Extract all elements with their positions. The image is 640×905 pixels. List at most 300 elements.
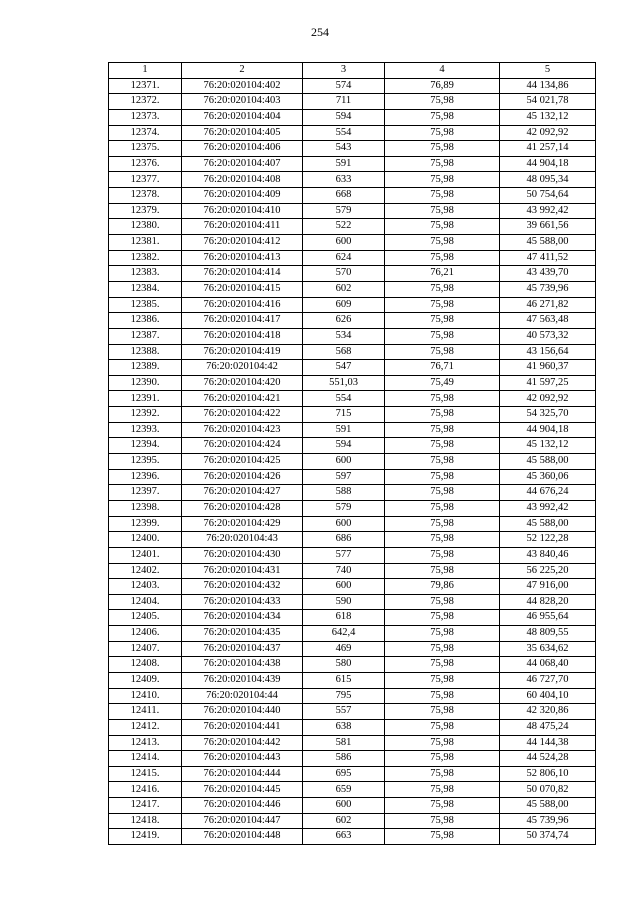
rate-cell: 75,98 <box>385 422 500 438</box>
cadastral-number-cell: 76:20:020104:431 <box>182 563 303 579</box>
area-cell: 577 <box>303 547 385 563</box>
area-cell: 543 <box>303 141 385 157</box>
area-cell: 586 <box>303 751 385 767</box>
amount-cell: 52 122,28 <box>500 532 596 548</box>
rate-cell: 75,98 <box>385 516 500 532</box>
rate-cell: 75,98 <box>385 203 500 219</box>
table-row <box>109 704 596 720</box>
amount-cell: 43 439,70 <box>500 266 596 282</box>
amount-cell: 44 524,28 <box>500 751 596 767</box>
table-row <box>109 454 596 470</box>
cadastral-number-cell: 76:20:020104:448 <box>182 829 303 845</box>
amount-cell: 44 134,86 <box>500 78 596 94</box>
row-number-cell: 12403. <box>109 579 182 595</box>
amount-cell: 44 068,40 <box>500 657 596 673</box>
amount-cell: 46 955,64 <box>500 610 596 626</box>
cadastral-number-cell: 76:20:020104:408 <box>182 172 303 188</box>
rate-cell: 75,98 <box>385 438 500 454</box>
area-cell: 638 <box>303 719 385 735</box>
row-number-cell: 12404. <box>109 594 182 610</box>
area-cell: 557 <box>303 704 385 720</box>
cadastral-number-cell: 76:20:020104:413 <box>182 250 303 266</box>
row-number-cell: 12385. <box>109 297 182 313</box>
row-number-cell: 12392. <box>109 407 182 423</box>
row-number-cell: 12408. <box>109 657 182 673</box>
table-row <box>109 94 596 110</box>
area-cell: 695 <box>303 766 385 782</box>
amount-cell: 43 156,64 <box>500 344 596 360</box>
table-row <box>109 829 596 845</box>
row-number-cell: 12396. <box>109 469 182 485</box>
cadastral-number-cell: 76:20:020104:446 <box>182 798 303 814</box>
area-cell: 551,03 <box>303 375 385 391</box>
area-cell: 659 <box>303 782 385 798</box>
row-number-cell: 12402. <box>109 563 182 579</box>
rate-cell: 75,98 <box>385 156 500 172</box>
amount-cell: 35 634,62 <box>500 641 596 657</box>
table-row <box>109 422 596 438</box>
table-row <box>109 500 596 516</box>
row-number-cell: 12413. <box>109 735 182 751</box>
area-cell: 554 <box>303 391 385 407</box>
rate-cell: 75,98 <box>385 188 500 204</box>
table-row <box>109 344 596 360</box>
cadastral-number-cell: 76:20:020104:432 <box>182 579 303 595</box>
row-number-cell: 12394. <box>109 438 182 454</box>
cadastral-number-cell: 76:20:020104:439 <box>182 672 303 688</box>
table-row <box>109 579 596 595</box>
rate-cell: 75,98 <box>385 626 500 642</box>
table-row <box>109 563 596 579</box>
amount-cell: 50 374,74 <box>500 829 596 845</box>
amount-cell: 42 092,92 <box>500 391 596 407</box>
table-row <box>109 125 596 141</box>
rate-cell: 75,98 <box>385 751 500 767</box>
cadastral-number-cell: 76:20:020104:423 <box>182 422 303 438</box>
amount-cell: 48 095,34 <box>500 172 596 188</box>
row-number-cell: 12378. <box>109 188 182 204</box>
row-number-cell: 12399. <box>109 516 182 532</box>
table-row <box>109 782 596 798</box>
cadastral-number-cell: 76:20:020104:403 <box>182 94 303 110</box>
area-cell: 588 <box>303 485 385 501</box>
area-cell: 574 <box>303 78 385 94</box>
row-number-cell: 12376. <box>109 156 182 172</box>
rate-cell: 75,98 <box>385 610 500 626</box>
area-cell: 579 <box>303 203 385 219</box>
area-cell: 711 <box>303 94 385 110</box>
table-row <box>109 438 596 454</box>
row-number-cell: 12397. <box>109 485 182 501</box>
amount-cell: 43 992,42 <box>500 203 596 219</box>
amount-cell: 56 225,20 <box>500 563 596 579</box>
area-cell: 534 <box>303 328 385 344</box>
area-cell: 568 <box>303 344 385 360</box>
cadastral-number-cell: 76:20:020104:412 <box>182 235 303 251</box>
rate-cell: 75,98 <box>385 407 500 423</box>
area-cell: 626 <box>303 313 385 329</box>
rate-cell: 75,98 <box>385 250 500 266</box>
row-number-cell: 12412. <box>109 719 182 735</box>
amount-cell: 45 132,12 <box>500 109 596 125</box>
rate-cell: 75,98 <box>385 313 500 329</box>
rate-cell: 75,98 <box>385 125 500 141</box>
amount-cell: 41 257,14 <box>500 141 596 157</box>
area-cell: 600 <box>303 579 385 595</box>
rate-cell: 75,98 <box>385 469 500 485</box>
row-number-cell: 12393. <box>109 422 182 438</box>
cadastral-number-cell: 76:20:020104:418 <box>182 328 303 344</box>
page-number: 254 <box>311 25 329 39</box>
cadastral-number-cell: 76:20:020104:44 <box>182 688 303 704</box>
table-row <box>109 626 596 642</box>
cadastral-number-cell: 76:20:020104:411 <box>182 219 303 235</box>
rate-cell: 75,98 <box>385 391 500 407</box>
rate-cell: 75,98 <box>385 532 500 548</box>
row-number-cell: 12405. <box>109 610 182 626</box>
table-row <box>109 766 596 782</box>
row-number-cell: 12417. <box>109 798 182 814</box>
rate-cell: 75,98 <box>385 454 500 470</box>
cadastral-number-cell: 76:20:020104:415 <box>182 281 303 297</box>
area-cell: 469 <box>303 641 385 657</box>
rate-cell: 75,98 <box>385 594 500 610</box>
cadastral-number-cell: 76:20:020104:404 <box>182 109 303 125</box>
row-number-cell: 12416. <box>109 782 182 798</box>
row-number-cell: 12372. <box>109 94 182 110</box>
table-row <box>109 672 596 688</box>
row-number-cell: 12381. <box>109 235 182 251</box>
amount-cell: 42 320,86 <box>500 704 596 720</box>
rate-cell: 75,98 <box>385 813 500 829</box>
rate-cell: 75,98 <box>385 235 500 251</box>
table-row <box>109 156 596 172</box>
row-number-cell: 12375. <box>109 141 182 157</box>
table-row <box>109 688 596 704</box>
area-cell: 668 <box>303 188 385 204</box>
rate-cell: 75,49 <box>385 375 500 391</box>
row-number-cell: 12410. <box>109 688 182 704</box>
column-header-3: 3 <box>303 63 385 79</box>
row-number-cell: 12388. <box>109 344 182 360</box>
rate-cell: 75,98 <box>385 657 500 673</box>
table-row <box>109 78 596 94</box>
table-row <box>109 516 596 532</box>
cadastral-number-cell: 76:20:020104:409 <box>182 188 303 204</box>
cadastral-number-cell: 76:20:020104:426 <box>182 469 303 485</box>
rate-cell: 76,21 <box>385 266 500 282</box>
rate-cell: 75,98 <box>385 704 500 720</box>
cadastral-number-cell: 76:20:020104:406 <box>182 141 303 157</box>
table-row <box>109 250 596 266</box>
rate-cell: 75,98 <box>385 344 500 360</box>
table-row <box>109 813 596 829</box>
area-cell: 642,4 <box>303 626 385 642</box>
amount-cell: 44 144,38 <box>500 735 596 751</box>
cadastral-number-cell: 76:20:020104:443 <box>182 751 303 767</box>
amount-cell: 42 092,92 <box>500 125 596 141</box>
cadastral-number-cell: 76:20:020104:447 <box>182 813 303 829</box>
column-header-4: 4 <box>385 63 500 79</box>
area-cell: 600 <box>303 235 385 251</box>
amount-cell: 47 563,48 <box>500 313 596 329</box>
table-row <box>109 172 596 188</box>
row-number-cell: 12414. <box>109 751 182 767</box>
row-number-cell: 12384. <box>109 281 182 297</box>
cadastral-number-cell: 76:20:020104:414 <box>182 266 303 282</box>
row-number-cell: 12386. <box>109 313 182 329</box>
area-cell: 591 <box>303 422 385 438</box>
area-cell: 591 <box>303 156 385 172</box>
area-cell: 602 <box>303 813 385 829</box>
amount-cell: 52 806,10 <box>500 766 596 782</box>
cadastral-number-cell: 76:20:020104:444 <box>182 766 303 782</box>
cadastral-number-cell: 76:20:020104:421 <box>182 391 303 407</box>
amount-cell: 46 271,82 <box>500 297 596 313</box>
row-number-cell: 12377. <box>109 172 182 188</box>
row-number-cell: 12418. <box>109 813 182 829</box>
rate-cell: 79,86 <box>385 579 500 595</box>
table-body <box>109 78 596 844</box>
table-row <box>109 297 596 313</box>
table-row <box>109 485 596 501</box>
area-cell: 600 <box>303 454 385 470</box>
area-cell: 609 <box>303 297 385 313</box>
registry-table <box>108 62 596 845</box>
rate-cell: 75,98 <box>385 328 500 344</box>
rate-cell: 75,98 <box>385 766 500 782</box>
area-cell: 580 <box>303 657 385 673</box>
rate-cell: 75,98 <box>385 94 500 110</box>
amount-cell: 48 475,24 <box>500 719 596 735</box>
table-row <box>109 657 596 673</box>
amount-cell: 41 597,25 <box>500 375 596 391</box>
row-number-cell: 12383. <box>109 266 182 282</box>
area-cell: 554 <box>303 125 385 141</box>
cadastral-number-cell: 76:20:020104:434 <box>182 610 303 626</box>
cadastral-number-cell: 76:20:020104:405 <box>182 125 303 141</box>
row-number-cell: 12406. <box>109 626 182 642</box>
rate-cell: 75,98 <box>385 798 500 814</box>
row-number-cell: 12387. <box>109 328 182 344</box>
amount-cell: 46 727,70 <box>500 672 596 688</box>
cadastral-number-cell: 76:20:020104:43 <box>182 532 303 548</box>
rate-cell: 75,98 <box>385 297 500 313</box>
row-number-cell: 12415. <box>109 766 182 782</box>
table-row <box>109 407 596 423</box>
amount-cell: 41 960,37 <box>500 360 596 376</box>
row-number-cell: 12411. <box>109 704 182 720</box>
table-row <box>109 109 596 125</box>
table-row <box>109 281 596 297</box>
column-header-5: 5 <box>500 63 596 79</box>
row-number-cell: 12419. <box>109 829 182 845</box>
amount-cell: 43 992,42 <box>500 500 596 516</box>
table-row <box>109 266 596 282</box>
area-cell: 594 <box>303 438 385 454</box>
row-number-cell: 12382. <box>109 250 182 266</box>
amount-cell: 60 404,10 <box>500 688 596 704</box>
amount-cell: 44 828,20 <box>500 594 596 610</box>
amount-cell: 48 809,55 <box>500 626 596 642</box>
area-cell: 602 <box>303 281 385 297</box>
rate-cell: 75,98 <box>385 782 500 798</box>
amount-cell: 45 739,96 <box>500 281 596 297</box>
cadastral-number-cell: 76:20:020104:42 <box>182 360 303 376</box>
area-cell: 594 <box>303 109 385 125</box>
cadastral-number-cell: 76:20:020104:427 <box>182 485 303 501</box>
row-number-cell: 12398. <box>109 500 182 516</box>
cadastral-number-cell: 76:20:020104:417 <box>182 313 303 329</box>
table-row <box>109 219 596 235</box>
rate-cell: 75,98 <box>385 109 500 125</box>
cadastral-number-cell: 76:20:020104:429 <box>182 516 303 532</box>
cadastral-number-cell: 76:20:020104:416 <box>182 297 303 313</box>
area-cell: 740 <box>303 563 385 579</box>
rate-cell: 75,98 <box>385 719 500 735</box>
row-number-cell: 12389. <box>109 360 182 376</box>
area-cell: 600 <box>303 798 385 814</box>
table-row <box>109 735 596 751</box>
table-row <box>109 594 596 610</box>
table-row <box>109 328 596 344</box>
rate-cell: 75,98 <box>385 141 500 157</box>
area-cell: 686 <box>303 532 385 548</box>
rate-cell: 75,98 <box>385 281 500 297</box>
area-cell: 715 <box>303 407 385 423</box>
amount-cell: 50 754,64 <box>500 188 596 204</box>
table-row <box>109 203 596 219</box>
amount-cell: 47 411,52 <box>500 250 596 266</box>
amount-cell: 45 588,00 <box>500 516 596 532</box>
rate-cell: 75,98 <box>385 219 500 235</box>
rate-cell: 75,98 <box>385 547 500 563</box>
cadastral-number-cell: 76:20:020104:442 <box>182 735 303 751</box>
rate-cell: 75,98 <box>385 172 500 188</box>
amount-cell: 43 840,46 <box>500 547 596 563</box>
rate-cell: 76,71 <box>385 360 500 376</box>
area-cell: 597 <box>303 469 385 485</box>
row-number-cell: 12374. <box>109 125 182 141</box>
column-header-1: 1 <box>109 63 182 79</box>
area-cell: 633 <box>303 172 385 188</box>
amount-cell: 50 070,82 <box>500 782 596 798</box>
table-row <box>109 391 596 407</box>
amount-cell: 44 676,24 <box>500 485 596 501</box>
table-row <box>109 641 596 657</box>
rate-cell: 75,98 <box>385 500 500 516</box>
amount-cell: 45 588,00 <box>500 798 596 814</box>
amount-cell: 39 661,56 <box>500 219 596 235</box>
rate-cell: 75,98 <box>385 735 500 751</box>
cadastral-number-cell: 76:20:020104:407 <box>182 156 303 172</box>
area-cell: 590 <box>303 594 385 610</box>
area-cell: 581 <box>303 735 385 751</box>
row-number-cell: 12371. <box>109 78 182 94</box>
column-header-2: 2 <box>182 63 303 79</box>
cadastral-number-cell: 76:20:020104:433 <box>182 594 303 610</box>
amount-cell: 40 573,32 <box>500 328 596 344</box>
cadastral-number-cell: 76:20:020104:435 <box>182 626 303 642</box>
table-row <box>109 469 596 485</box>
cadastral-number-cell: 76:20:020104:425 <box>182 454 303 470</box>
table-row <box>109 188 596 204</box>
amount-cell: 45 739,96 <box>500 813 596 829</box>
row-number-cell: 12380. <box>109 219 182 235</box>
table-row <box>109 798 596 814</box>
cadastral-number-cell: 76:20:020104:437 <box>182 641 303 657</box>
rate-cell: 75,98 <box>385 563 500 579</box>
amount-cell: 44 904,18 <box>500 156 596 172</box>
area-cell: 618 <box>303 610 385 626</box>
cadastral-number-cell: 76:20:020104:428 <box>182 500 303 516</box>
row-number-cell: 12401. <box>109 547 182 563</box>
amount-cell: 54 021,78 <box>500 94 596 110</box>
area-cell: 570 <box>303 266 385 282</box>
table-row <box>109 547 596 563</box>
rate-cell: 75,98 <box>385 829 500 845</box>
cadastral-number-cell: 76:20:020104:410 <box>182 203 303 219</box>
amount-cell: 45 360,06 <box>500 469 596 485</box>
area-cell: 522 <box>303 219 385 235</box>
row-number-cell: 12400. <box>109 532 182 548</box>
table-row <box>109 313 596 329</box>
cadastral-number-cell: 76:20:020104:419 <box>182 344 303 360</box>
cadastral-number-cell: 76:20:020104:440 <box>182 704 303 720</box>
area-cell: 615 <box>303 672 385 688</box>
table-row <box>109 235 596 251</box>
cadastral-number-cell: 76:20:020104:438 <box>182 657 303 673</box>
row-number-cell: 12379. <box>109 203 182 219</box>
amount-cell: 44 904,18 <box>500 422 596 438</box>
area-cell: 600 <box>303 516 385 532</box>
area-cell: 624 <box>303 250 385 266</box>
rate-cell: 75,98 <box>385 485 500 501</box>
cadastral-number-cell: 76:20:020104:422 <box>182 407 303 423</box>
cadastral-number-cell: 76:20:020104:424 <box>182 438 303 454</box>
area-cell: 663 <box>303 829 385 845</box>
amount-cell: 54 325,70 <box>500 407 596 423</box>
table-row <box>109 360 596 376</box>
row-number-cell: 12407. <box>109 641 182 657</box>
rate-cell: 75,98 <box>385 672 500 688</box>
row-number-cell: 12395. <box>109 454 182 470</box>
table-row <box>109 719 596 735</box>
amount-cell: 47 916,00 <box>500 579 596 595</box>
table-row <box>109 375 596 391</box>
area-cell: 795 <box>303 688 385 704</box>
amount-cell: 45 588,00 <box>500 454 596 470</box>
table-row <box>109 751 596 767</box>
cadastral-number-cell: 76:20:020104:420 <box>182 375 303 391</box>
row-number-cell: 12390. <box>109 375 182 391</box>
table-header-row <box>109 63 596 79</box>
row-number-cell: 12409. <box>109 672 182 688</box>
table-row <box>109 610 596 626</box>
row-number-cell: 12391. <box>109 391 182 407</box>
row-number-cell: 12373. <box>109 109 182 125</box>
amount-cell: 45 132,12 <box>500 438 596 454</box>
rate-cell: 75,98 <box>385 641 500 657</box>
amount-cell: 45 588,00 <box>500 235 596 251</box>
rate-cell: 76,89 <box>385 78 500 94</box>
rate-cell: 75,98 <box>385 688 500 704</box>
cadastral-number-cell: 76:20:020104:430 <box>182 547 303 563</box>
cadastral-number-cell: 76:20:020104:402 <box>182 78 303 94</box>
cadastral-number-cell: 76:20:020104:445 <box>182 782 303 798</box>
area-cell: 579 <box>303 500 385 516</box>
table-row <box>109 532 596 548</box>
